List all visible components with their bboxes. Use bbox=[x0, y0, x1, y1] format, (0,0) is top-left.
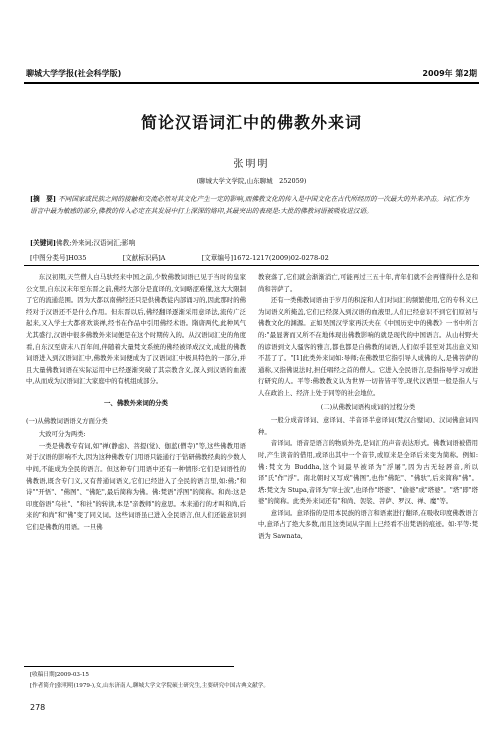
paragraph: 东汉初期,天竺僧人白马驮经来中国之前,少数佛教词语已见于当时的皇家公文里,自东汉末年至东晋之前,佛经大部分是直译的,文词略涩难懂,这大大限制了它的流通范围。因为大都以南佛经还只是供佛教徒内部诵习的,因此那时的佛经对于汉语还不是什么作用。但东晋以后,佛经翻译逐渐采用意译法,流传广泛起来,又入学士大都喜欢谈禅,经书在作品中引用佛经术语。隋唐两代,此种风气尤其盛行,汉语中很多佛教外来词便是在这个时期传入的。从汉语词汇史的角度看,自东汉至唐末八百年间,伴随着大量梵文系统的佛经被译成汉文,成批的佛教词语进入到汉语词汇中,佛教外来词便成为了汉语词汇中极具特色的一部分,并且大量佛教词语在实际运用中已经逐渐突破了其宗教含义,深入到汉语的血液中,从而成为汉语词汇大家庭中的有机组成部分。 bbox=[26, 273, 246, 386]
paragraph: 音译词。语音是语言的物质外壳,是词汇的声音表达形式。佛教词语被借用时,产生读音的借用,或译出其中一个音节,或原来是全译后来变为简称。例如:佛:梵文为 Buddha,这个词最早被译为"浮屠",因为古无轻唇音,所以译"氏"作"浮"。南北朝时又写成"佛图",也作"佛陀"、"佛驮",后来简称"佛"。塔:梵文为 Stupa,音译为"窣士波",也译作"塔婆"、"偷婆"或"塔婆"。"塔"即"塔婆"的简称。此类外来词还有"和尚、袈裟、菩萨、罗汉、禅、魔"等。 bbox=[258, 439, 478, 506]
left-column bbox=[26, 272, 246, 533]
header-rule bbox=[24, 82, 479, 84]
paragraph: 一类是佛教专有词,如"禅(静虑)、菩提(觉)、伽蓝(僧寺)"等,这些佛教用语对于汉语的影响不大,因为这种佛教专门用语只能通行于钻研佛教经典的少数人中间,不能成为全民的语言。但这种专门用语中还有一种情形:它们是词语性的佛教语,既含专门义,又有普通词语义,它们已经进入了全民的语言里,如:佛;"和诗""开悟"、"佛图"、"佛陀",最后简称为佛。佛:梵语"浮图"的简称。和尚:这是印度俗语"乌社"、"和社"的转读,本是"亲教师"的意思。本来通行的才叫和尚,后来的"和尚"和"佛"变了同义词。这些词语虽已进入全民语言,但人们还能意识到它们是佛教的用语。一旦佛 bbox=[26, 441, 246, 531]
paragraph: 一般分成音译词、意译词、半音译半意译词(梵汉合璧词)、汉词佛意词四种。 bbox=[258, 416, 478, 436]
abstract-label: [摘 要] bbox=[30, 195, 57, 203]
classification-ids bbox=[30, 252, 473, 262]
page-number: 278 bbox=[30, 703, 46, 712]
paragraph: 大致可分为两类: bbox=[38, 430, 86, 439]
author-bio: [作者简介]张明明(1979-),女,山东济南人,聊城大学文学院硕士研究生,主要研究中国古典文献学。 bbox=[30, 683, 269, 689]
right-column bbox=[258, 272, 478, 543]
abstract bbox=[30, 193, 473, 217]
affiliation: (聊城大学文学院,山东聊城 252059) bbox=[196, 177, 307, 185]
paragraph: 教衰落了,它们就会渐渐消亡,可能再过三五十年,青年们就不会再懂得什么是和尚和菩萨了。 bbox=[258, 273, 478, 293]
keywords-text: 佛教;外来词;汉语词汇;影响 bbox=[56, 239, 136, 247]
received-date: [收稿日期]2009-03-15 bbox=[30, 672, 89, 678]
keywords bbox=[30, 237, 473, 247]
paragraph: 意译词。意译指的是用本民族的语言和语素进行翻译,在吸收印度佛教语言中,意译占了绝大多数,而且这类词从字面上已经看不出梵语的痕迹。如:平等:梵语为 Sawnata, bbox=[258, 508, 478, 541]
subsection-heading: (一)从佛教词语语义方面分类 bbox=[26, 416, 108, 425]
keywords-label: [关键词] bbox=[30, 239, 57, 247]
clc-number: [中图分类号]H035 bbox=[30, 254, 87, 262]
author-name: 张明明 bbox=[233, 159, 270, 170]
journal-name: 聊城大学学报(社会科学版) bbox=[26, 69, 122, 78]
issue-label: 2009年 第2期 bbox=[422, 69, 477, 78]
subsection-heading: (二)从佛教词语构成词的过程分类 bbox=[320, 402, 416, 411]
paragraph: 还有一类佛教词语由于岁月的积淀和人们对词汇的频繁使用,它的专科义已为词语义所掩盖,它们已经深入到汉语的血液里,人们已经意识不到它们原初与佛教文化的渊源。正如吴国汉学家再沃夫在《中国历史中的佛教》一书中所言的:"最显著而又所不在地体现出佛教影响的就是现代的中国语言。从山村野夫的谚语到文人骚客的雅言,都也都是自佛教的词语,人们似乎甚至对其出意义知不甚了了。"[1]此类外来词如:导师;在佛教里它指引导人成佛的人,是佛菩萨的通称,又指佛说法时,担任唱经之首的僧人。它进入全民语言,是指指导学习或进行研究的人。平等:佛教教义认为世界一切皆皆平等,现代汉语里一般是指人与人在政治上、经济上处于同等的社会地位。 bbox=[258, 296, 478, 397]
section-rule bbox=[24, 265, 479, 266]
section-heading: 一、佛教外来词的分类 bbox=[104, 398, 168, 407]
document-code: [文献标识码]A bbox=[122, 254, 166, 262]
article-number: [文章编号]1672-1217(2009)02-0278-02 bbox=[201, 254, 329, 262]
footnote-rule bbox=[24, 666, 234, 667]
article-title: 简论汉语词汇中的佛教外来词 bbox=[140, 113, 362, 132]
running-header bbox=[26, 68, 477, 80]
abstract-text: 不同国家或民族之间的接触和交流必然对其文化产生一定的影响,而佛教文化的传入是中国文化在古代所经历的一次最大的外来冲击。词汇作为语言中最为敏感的部分,佛教的传入必定在其发展中打上深深的烙印,其最突出的表现是:大批的佛教词语被吸收进汉语。 bbox=[30, 195, 470, 215]
